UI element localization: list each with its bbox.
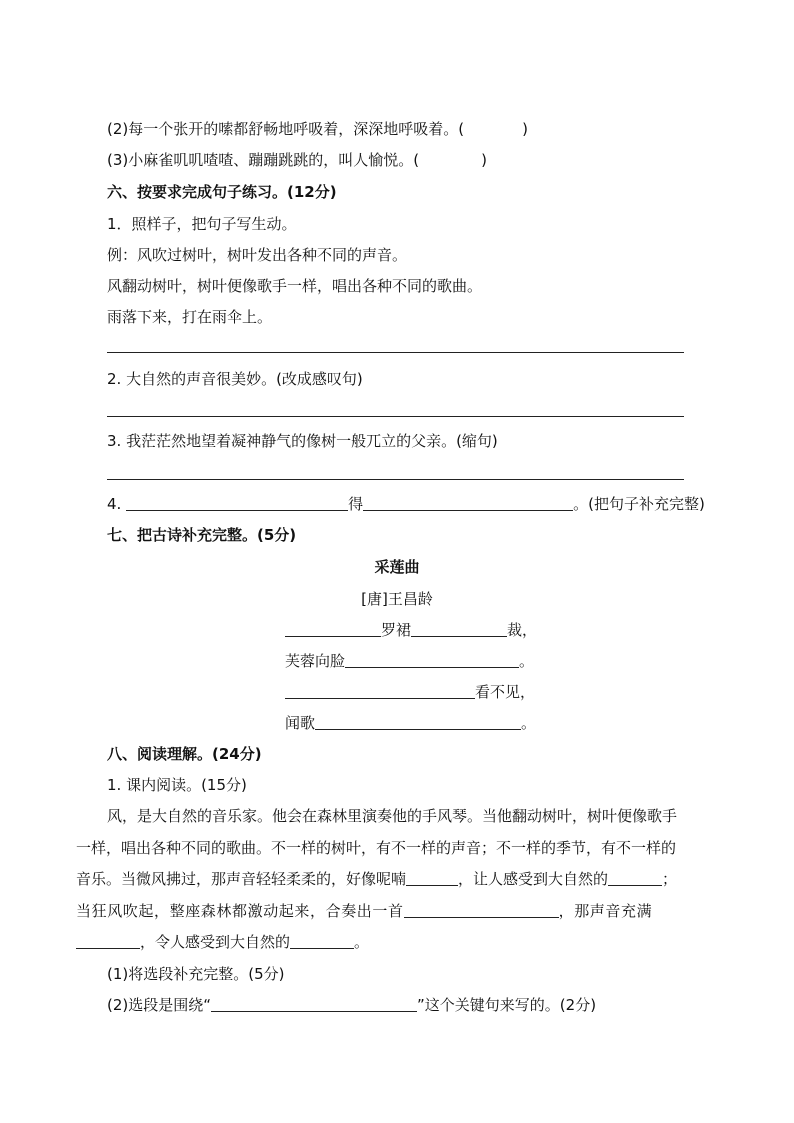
- reading-passage-line-3: 音乐。当微风拂过，那声音轻轻柔柔的，好像呢喃 ，让人感受到大自然的 ；: [76, 870, 678, 888]
- poem-line-4: 闻歌 。: [285, 714, 537, 732]
- answer-blank[interactable]: [464, 121, 522, 136]
- answer-blank[interactable]: [126, 495, 348, 511]
- item-5-3: (3)小麻雀叽叽喳喳、蹦蹦跳跳的，叫人愉悦。( ): [107, 151, 487, 169]
- answer-blank[interactable]: [363, 495, 573, 511]
- answer-blank[interactable]: [404, 902, 559, 918]
- answer-blank[interactable]: [419, 152, 481, 167]
- q6-1-example: 例：风吹过树叶，树叶发出各种不同的声音。: [107, 246, 408, 264]
- answer-blank[interactable]: [345, 652, 519, 668]
- reading-passage-line-5: ，令人感受到大自然的 。: [76, 932, 369, 952]
- answer-line[interactable]: [107, 416, 684, 417]
- answer-blank[interactable]: [211, 996, 417, 1012]
- section-8-heading: 八、阅读理解。(24分): [107, 745, 262, 763]
- q6-1-example-answer: 风翻动树叶，树叶便像歌手一样，唱出各种不同的歌曲。: [107, 277, 483, 295]
- poem-title: 采莲曲: [374, 558, 420, 576]
- poem-line-1: 罗裙 裁，: [285, 620, 537, 640]
- reading-passage-line-4: 当狂风吹起，整座森林都激动起来，合奏出一首 ，那声音充满: [76, 902, 653, 920]
- answer-line[interactable]: [107, 479, 684, 480]
- q6-4: 4. 得 。(把句子补充完整): [107, 495, 705, 513]
- answer-blank[interactable]: [608, 870, 662, 886]
- answer-blank[interactable]: [290, 933, 354, 949]
- reading-passage-line-1: 风，是大自然的音乐家。他会在森林里演奏他的手风琴。当他翻动树叶，树叶便像歌手: [107, 807, 678, 825]
- poem-author: [唐]王昌龄: [361, 590, 433, 608]
- answer-blank[interactable]: [315, 714, 521, 730]
- answer-blank[interactable]: [76, 933, 140, 949]
- answer-blank[interactable]: [411, 621, 507, 637]
- q6-2: 2. 大自然的声音很美妙。(改成感叹句): [107, 370, 363, 388]
- poem-line-2: 芙蓉向脸 。: [285, 652, 535, 670]
- answer-blank[interactable]: [285, 683, 475, 699]
- answer-line[interactable]: [107, 352, 684, 353]
- q8-1-label: 1. 课内阅读。(15分): [107, 776, 247, 794]
- item-5-2: (2)每一个张开的嗦都舒畅地呼吸着，深深地呼吸着。( ): [107, 120, 528, 138]
- q8-1-2: (2)选段是围绕“ ”这个关键句来写的。(2分): [107, 996, 597, 1014]
- q6-1-label: 1．照样子，把句子写生动。: [107, 215, 297, 233]
- section-7-heading: 七、把古诗补充完整。(5分): [107, 526, 297, 544]
- answer-blank[interactable]: [285, 621, 381, 637]
- poem-line-3: 看不见，: [285, 682, 535, 702]
- q8-1-1: (1)将选段补充完整。(5分): [107, 965, 285, 983]
- reading-passage-line-2: 一样，唱出各种不同的歌曲。不一样的树叶，有不一样的声音；不一样的季节，有不一样的: [76, 839, 677, 857]
- q6-3: 3. 我茫茫然地望着凝神静气的像树一般兀立的父亲。(缩句): [107, 432, 498, 450]
- q6-1-prompt: 雨落下来，打在雨伞上。: [107, 308, 273, 326]
- section-6-heading: 六、按要求完成句子练习。(12分): [107, 183, 337, 201]
- answer-blank[interactable]: [406, 870, 458, 886]
